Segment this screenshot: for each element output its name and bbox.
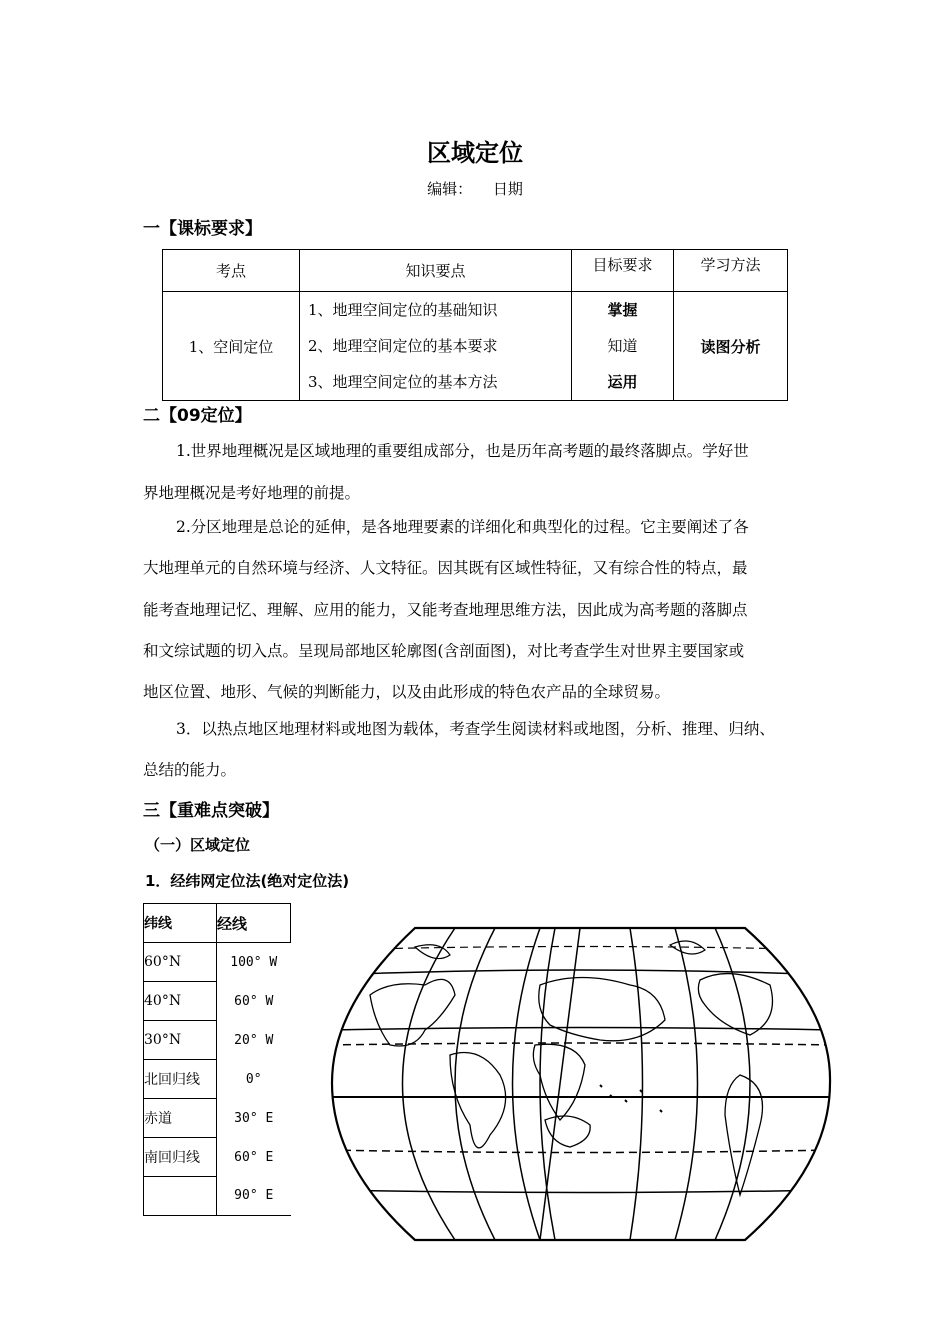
header-goals: 目标要求 [572, 250, 674, 292]
header-topic: 考点 [163, 250, 300, 292]
world-map-graticule-icon [330, 925, 832, 1243]
lon-header: 经线 [217, 904, 291, 943]
paragraph-line: 大地理单元的自然环境与经济、人文特征。因其既有区域性特征，又有综合性的特点，最 [143, 559, 748, 577]
header-points: 知识要点 [300, 250, 572, 292]
editor-label: 编辑： [427, 180, 473, 198]
lat-cell: 北回归线 [144, 1060, 217, 1099]
lat-cell: 南回归线 [144, 1138, 217, 1177]
section-heading-standards: 一【课标要求】 [143, 219, 262, 239]
table-row [163, 292, 788, 401]
table-header-row [163, 250, 788, 292]
lat-cell: 40°N [144, 982, 217, 1021]
lat-cell: 赤道 [144, 1099, 217, 1138]
byline [0, 178, 950, 199]
subheading-regional: （一）区域定位 [145, 836, 251, 854]
subheading-graticule: 1．经纬网定位法(绝对定位法) [145, 872, 350, 890]
lat-header: 纬线 [144, 904, 217, 943]
point-item: 1、地理空间定位的基础知识 [308, 301, 498, 319]
table-row [144, 1060, 291, 1099]
lon-cell: 100° W [230, 954, 278, 970]
section-heading-2009: 二【09定位】 [143, 406, 252, 426]
method-cell: 读图分析 [674, 292, 788, 401]
lon-cell: 20° W [234, 1032, 274, 1048]
page-title: 区域定位 [427, 139, 523, 167]
lat-cell: 30°N [144, 1021, 217, 1060]
lon-cell: 30° E [234, 1110, 274, 1126]
lon-cell: 60° W [234, 993, 274, 1009]
table-header-row [144, 904, 291, 943]
lon-cell: 90° E [217, 1177, 291, 1216]
paragraph-line: 总结的能力。 [143, 761, 237, 779]
goal-item: 掌握 [607, 301, 638, 319]
section-heading-keypoints: 三【重难点突破】 [143, 801, 279, 821]
lon-cell: 0° [245, 1071, 262, 1087]
lat-cell: 60°N [144, 943, 217, 982]
goal-item: 运用 [607, 373, 638, 391]
paragraph-line: 界地理概况是考好地理的前提。 [143, 484, 361, 502]
topic-cell: 1、空间定位 [163, 292, 300, 401]
goal-item: 知道 [607, 337, 638, 355]
table-row [144, 982, 291, 1021]
header-method: 学习方法 [674, 250, 788, 292]
table-row [144, 1099, 291, 1138]
coordinate-table [143, 903, 291, 1216]
paragraph-line: 2.分区地理是总论的延伸，是各地理要素的详细化和典型化的过程。它主要阐述了各 [176, 518, 749, 536]
table-row [144, 1021, 291, 1060]
paragraph-line: 能考查地理记忆、理解、应用的能力，又能考查地理思维方法，因此成为高考题的落脚点 [143, 601, 748, 619]
requirements-table [162, 249, 788, 401]
paragraph-line: 1.世界地理概况是区域地理的重要组成部分，也是历年高考题的最终落脚点。学好世 [176, 442, 749, 460]
table-row [144, 1138, 291, 1177]
table-row [144, 1177, 291, 1216]
date-label: 日期 [492, 180, 523, 198]
paragraph-line: 和文综试题的切入点。呈现局部地区轮廓图(含剖面图)，对比考查学生对世界主要国家或 [143, 642, 745, 660]
paragraph-line: 3．以热点地区地理材料或地图为载体，考查学生阅读材料或地图，分析、推理、归纳、 [176, 720, 775, 738]
points-cell [300, 292, 572, 401]
paragraph-line: 地区位置、地形、气候的判断能力，以及由此形成的特色农产品的全球贸易。 [143, 683, 671, 701]
lon-cell: 60° E [234, 1149, 274, 1165]
goals-cell [572, 292, 674, 401]
point-item: 2、地理空间定位的基本要求 [308, 337, 498, 355]
table-row [144, 943, 291, 982]
lat-cell [144, 1177, 217, 1216]
point-item: 3、地理空间定位的基本方法 [308, 373, 498, 391]
